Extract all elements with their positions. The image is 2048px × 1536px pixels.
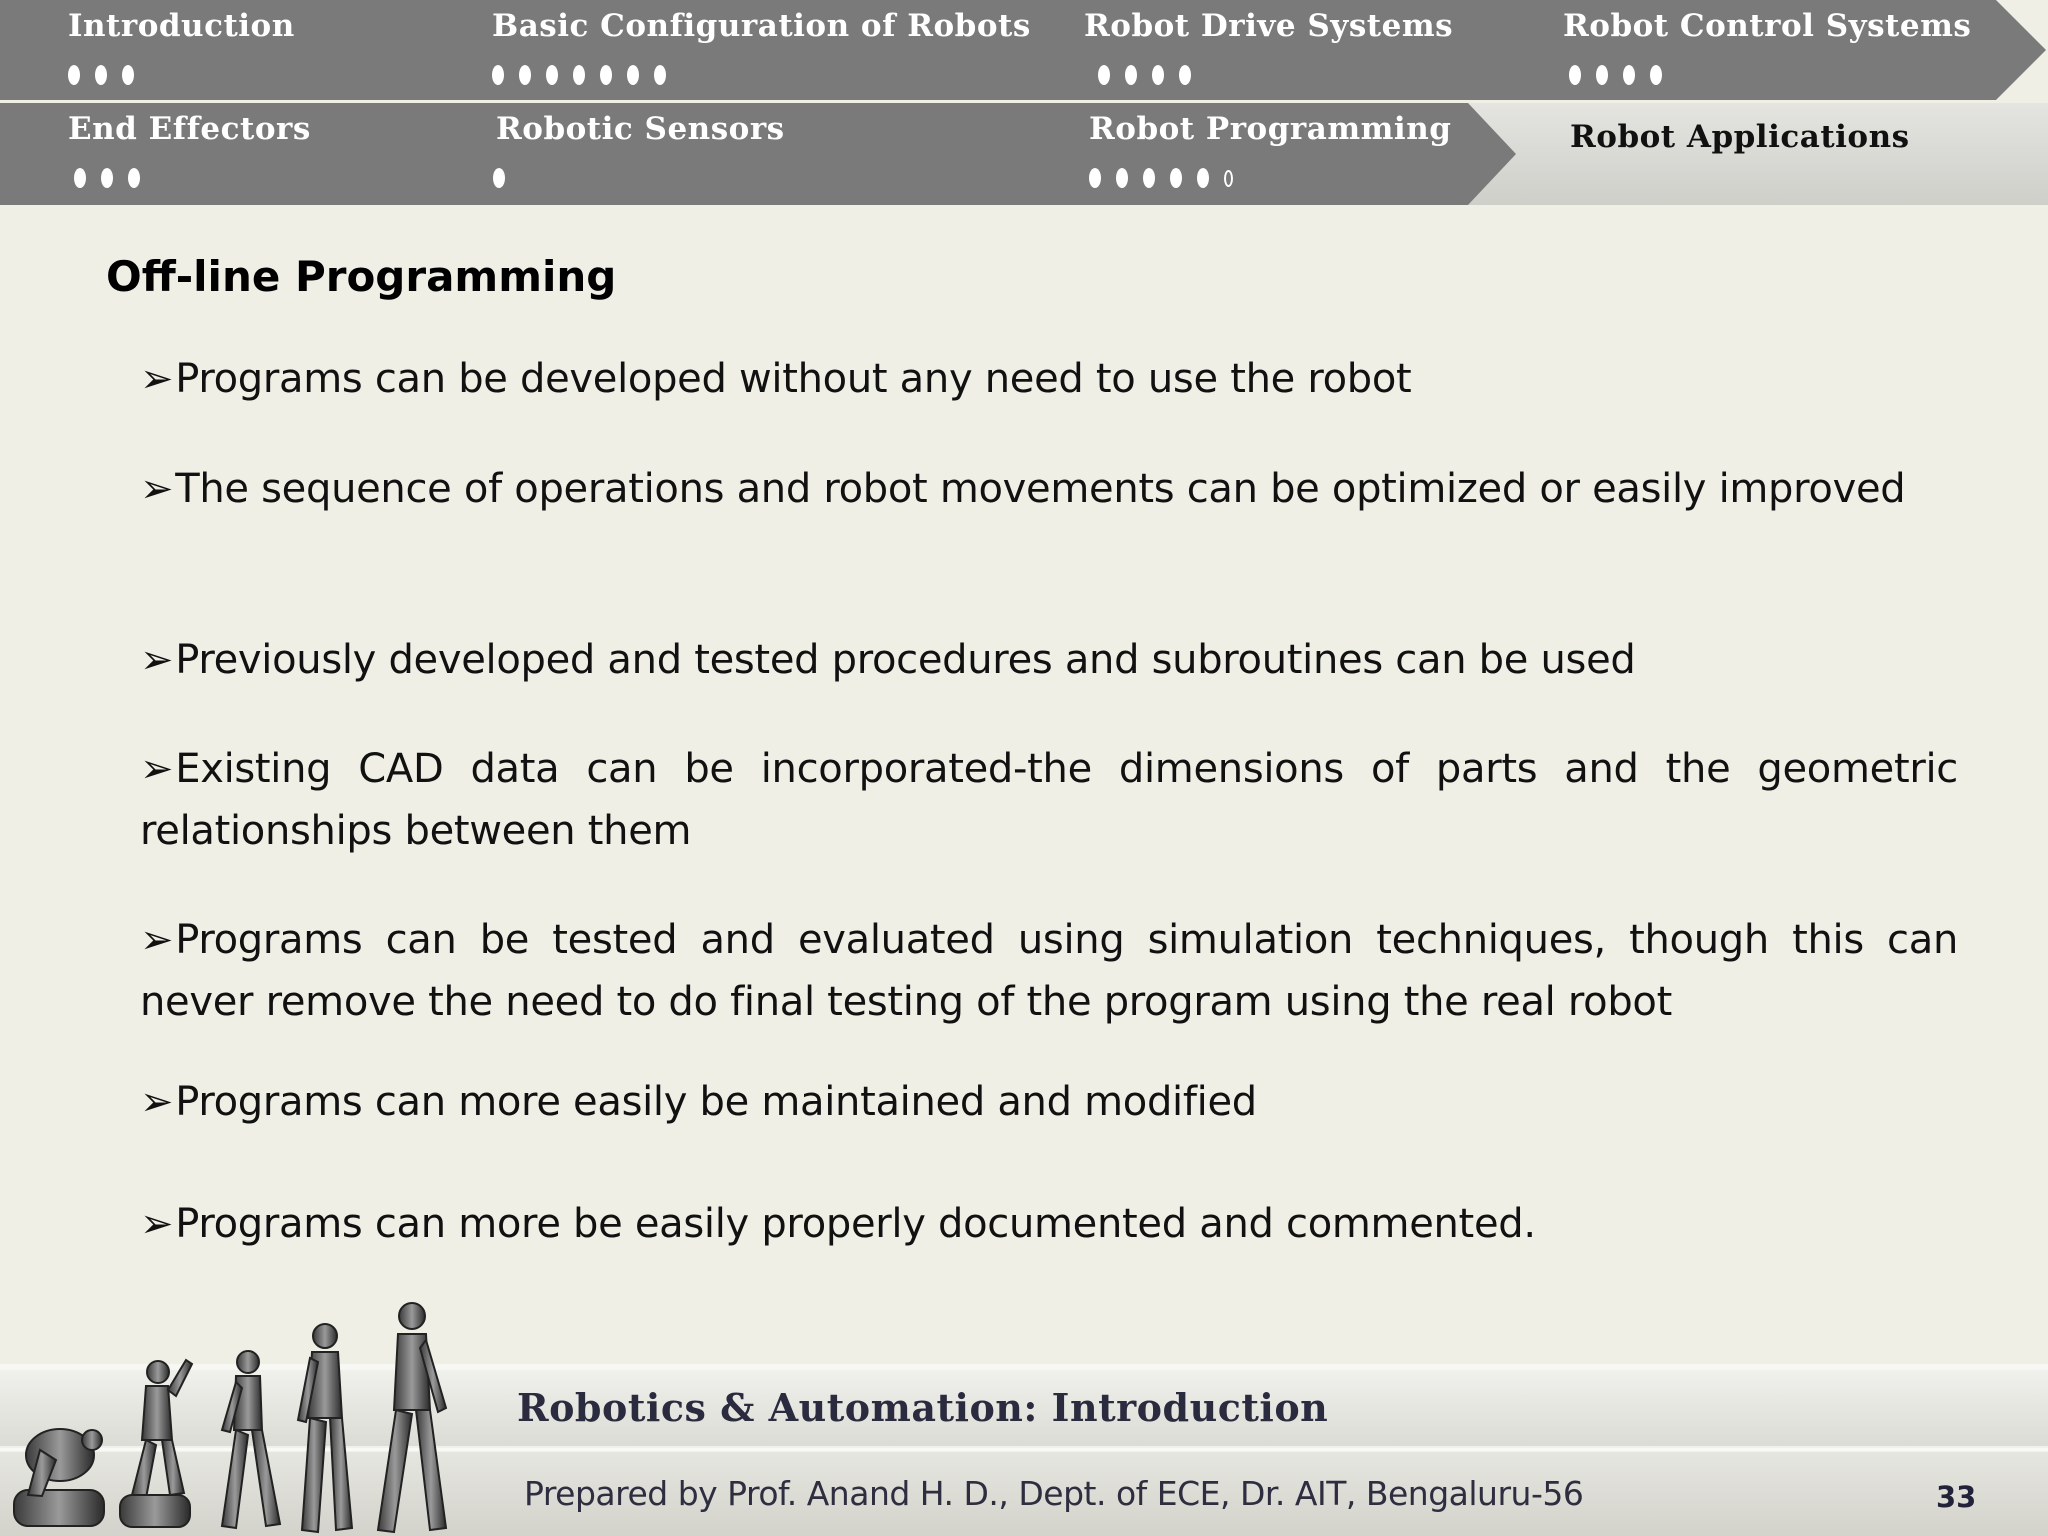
slide-dot[interactable] bbox=[122, 65, 134, 85]
slide-dot[interactable] bbox=[95, 65, 107, 85]
slide-dots bbox=[68, 62, 134, 88]
slide-dot[interactable] bbox=[101, 168, 113, 188]
slide-dot[interactable] bbox=[74, 168, 86, 188]
bullet-text: Previously developed and tested procedures and subroutines can be used bbox=[175, 637, 1636, 683]
slide-dot[interactable] bbox=[1650, 65, 1662, 85]
nav-item-label: Robotic Sensors bbox=[496, 111, 785, 147]
slide-dots bbox=[492, 62, 666, 88]
slide-dot[interactable] bbox=[546, 65, 558, 85]
slide-dot[interactable] bbox=[1569, 65, 1581, 85]
bullet-text: Programs can be tested and evaluated using simulation techniques, though this can never remove the need to do final testing of the program using the real robot bbox=[140, 917, 1958, 1025]
nav-item-label-active: Robot Applications bbox=[1570, 119, 1910, 155]
nav-item-label: Introduction bbox=[68, 8, 295, 44]
slide-dot[interactable] bbox=[1623, 65, 1635, 85]
bullet-text: Programs can be developed without any need to use the robot bbox=[175, 356, 1412, 402]
slide-dot[interactable] bbox=[519, 65, 531, 85]
slide-dot[interactable] bbox=[1116, 168, 1128, 188]
nav-item-label: Robot Control Systems bbox=[1563, 8, 1972, 44]
bullet-item bbox=[140, 909, 1958, 1033]
bullet-text: The sequence of operations and robot movements can be optimized or easily improved bbox=[175, 466, 1906, 512]
slide-dot[interactable] bbox=[600, 65, 612, 85]
nav-item-label: Robot Programming bbox=[1089, 111, 1452, 147]
slide-dot[interactable] bbox=[627, 65, 639, 85]
bullet-item bbox=[140, 458, 1958, 520]
footer-credit: Prepared by Prof. Anand H. D., Dept. of ECE, Dr. AIT, Bengaluru-56 bbox=[524, 1474, 1584, 1513]
bullet-text: Existing CAD data can be incorporated-the dimensions of parts and the geometric relationships between them bbox=[140, 746, 1958, 854]
slide-dot[interactable] bbox=[128, 168, 140, 188]
nav-row-sections-1 bbox=[0, 0, 2048, 100]
robot-evolution-icon bbox=[0, 1290, 470, 1536]
arrow-bullet-icon: ➢ bbox=[140, 637, 174, 683]
slide-dot[interactable] bbox=[1596, 65, 1608, 85]
nav-item-label: Basic Configuration of Robots bbox=[492, 8, 1031, 44]
bullet-item bbox=[140, 1193, 1958, 1255]
slide-dot[interactable] bbox=[492, 65, 504, 85]
slide-dot-current[interactable] bbox=[1224, 170, 1233, 187]
bullet-item bbox=[140, 738, 1958, 862]
slide-dot[interactable] bbox=[1197, 168, 1209, 188]
slide-dots bbox=[1569, 62, 1662, 88]
slide-dot[interactable] bbox=[68, 65, 80, 85]
slide-dot[interactable] bbox=[1098, 65, 1110, 85]
slide-dot[interactable] bbox=[1089, 168, 1101, 188]
bullet-item bbox=[140, 348, 1958, 410]
slide-dots bbox=[74, 165, 140, 191]
slide-dots bbox=[1098, 62, 1191, 88]
slide-dot[interactable] bbox=[1170, 168, 1182, 188]
nav-item-label: Robot Drive Systems bbox=[1084, 8, 1454, 44]
slide-heading: Off-line Programming bbox=[106, 252, 617, 301]
slide-dot[interactable] bbox=[1179, 65, 1191, 85]
nav-item-label: End Effectors bbox=[68, 111, 311, 147]
bullet-text: Programs can more be easily properly documented and commented. bbox=[175, 1201, 1536, 1247]
footer-course-title: Robotics & Automation: Introduction bbox=[517, 1385, 1329, 1430]
bullet-text: Programs can more easily be maintained and modified bbox=[175, 1079, 1257, 1125]
arrow-bullet-icon: ➢ bbox=[140, 746, 174, 792]
arrow-bullet-icon: ➢ bbox=[140, 1079, 174, 1125]
slide-dot[interactable] bbox=[493, 168, 505, 188]
slide-dots bbox=[493, 165, 505, 191]
page-number: 33 bbox=[1936, 1480, 1977, 1514]
arrow-bullet-icon: ➢ bbox=[140, 1201, 174, 1247]
slide-dot[interactable] bbox=[1125, 65, 1137, 85]
bullet-item bbox=[140, 629, 1958, 691]
arrow-bullet-icon: ➢ bbox=[140, 466, 174, 512]
arrow-bullet-icon: ➢ bbox=[140, 917, 174, 963]
slide-dot[interactable] bbox=[1143, 168, 1155, 188]
slide-dot[interactable] bbox=[573, 65, 585, 85]
nav-row-sections-2 bbox=[0, 103, 2048, 205]
slide-dot[interactable] bbox=[1152, 65, 1164, 85]
slide-dots bbox=[1089, 165, 1233, 191]
slide-dot[interactable] bbox=[654, 65, 666, 85]
bullet-item bbox=[140, 1071, 1958, 1133]
arrow-bullet-icon: ➢ bbox=[140, 356, 174, 402]
